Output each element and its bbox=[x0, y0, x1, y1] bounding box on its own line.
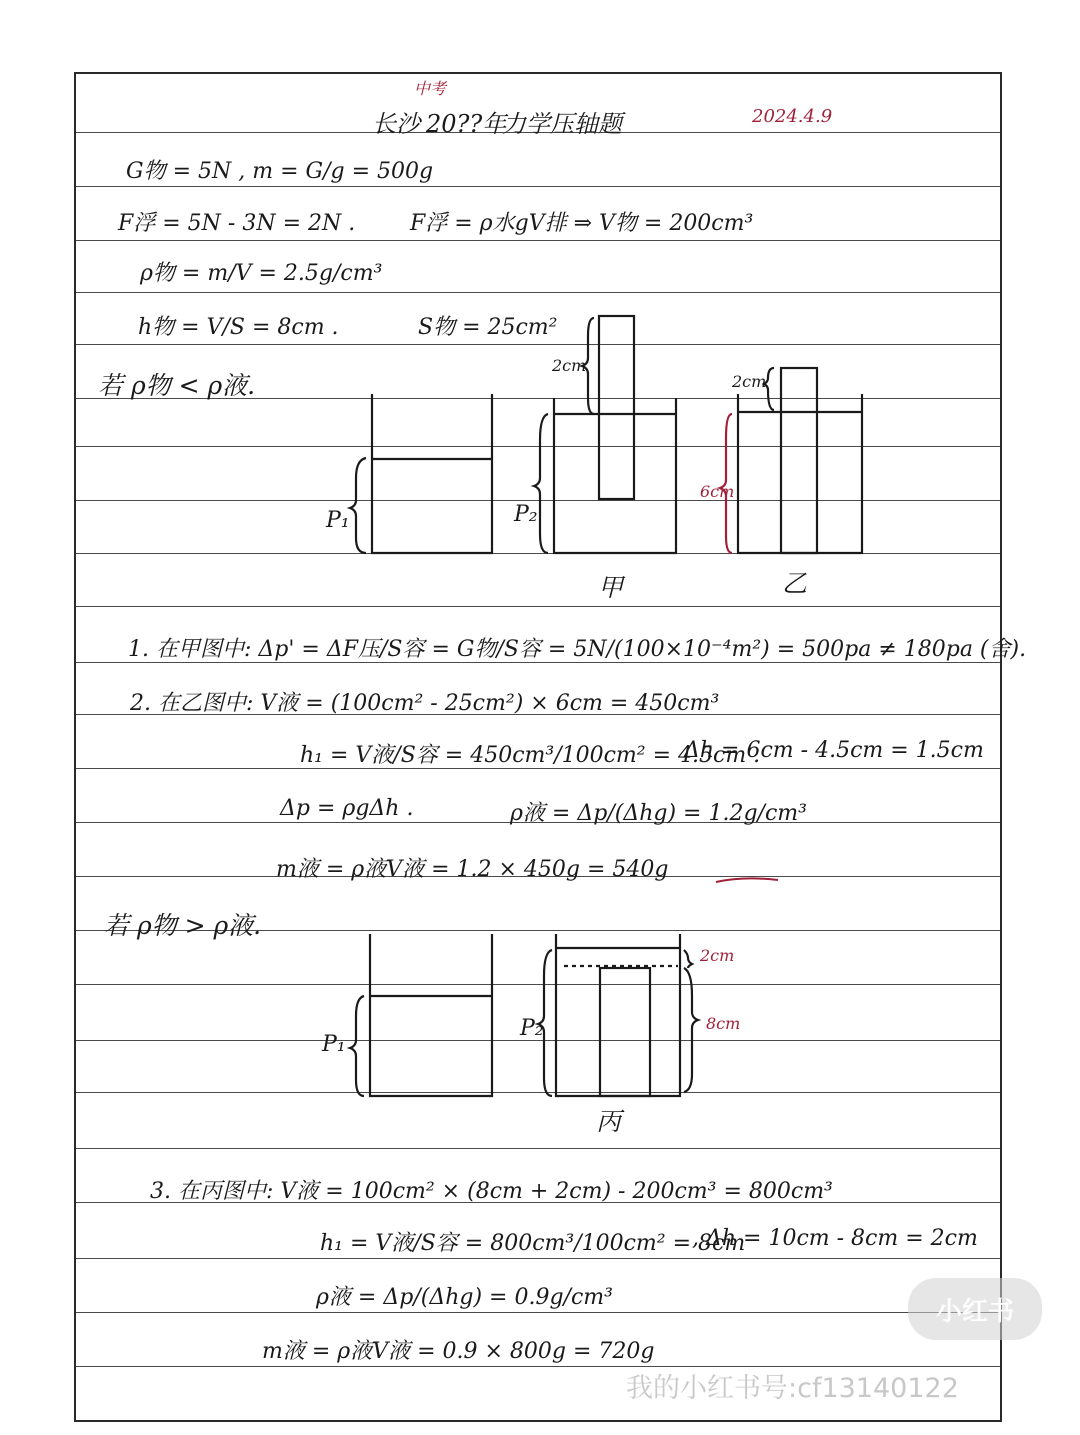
step-3c: , Δh = 10cm - 8cm = 2cm bbox=[692, 1226, 978, 1251]
watermark-logo: 小红书 bbox=[908, 1278, 1042, 1340]
label-2cm-yi: 2cm bbox=[732, 372, 767, 391]
step-3a: 3. 在丙图中: V液 = 100cm² × (8cm + 2cm) - 200cm³ = 800cm³ bbox=[150, 1179, 833, 1204]
page-title-year: 20??年 bbox=[426, 110, 507, 138]
case2-heading: 若 ρ物 > ρ液. bbox=[104, 911, 262, 940]
given-line-4a: h物 = V/S = 8cm . bbox=[138, 315, 339, 340]
label-p1: P₁ bbox=[326, 508, 350, 533]
title-annotation: 中考 bbox=[414, 79, 447, 98]
label-jia: 甲 bbox=[598, 573, 624, 602]
date: 2024.4.9 bbox=[752, 106, 833, 127]
step-3e: m液 = ρ液V液 = 0.9 × 800g = 720g bbox=[262, 1339, 655, 1364]
case1-heading: 若 ρ物 < ρ液. bbox=[98, 371, 256, 400]
label-2cm-bing: 2cm bbox=[700, 946, 735, 965]
page-title-prefix: 长沙 bbox=[372, 110, 420, 138]
given-line-3: ρ物 = m/V = 2.5g/cm³ bbox=[140, 261, 383, 286]
step-2a: 2. 在乙图中: V液 = (100cm² - 25cm²) × 6cm = 450cm³ bbox=[130, 691, 720, 716]
step-1: 1. 在甲图中: Δp' = ΔF压/S容 = G物/S容 = 5N/(100×10⁻⁴m²) = 500pa ≠ 180pa (舍). bbox=[128, 637, 1027, 662]
given-line-1: G物 = 5N , m = G/g = 500g bbox=[126, 159, 434, 184]
step-2e: ρ液 = Δp/(Δhg) = 1.2g/cm³ bbox=[510, 801, 807, 826]
label-6cm: 6cm bbox=[700, 482, 735, 501]
label-p1-case2: P₁ bbox=[322, 1032, 346, 1057]
label-p2-case2: P₂ bbox=[520, 1016, 544, 1041]
step-2d: Δp = ρgΔh . bbox=[280, 796, 414, 821]
label-bing: 丙 bbox=[596, 1107, 622, 1136]
step-3b: h₁ = V液/S容 = 800cm³/100cm² = 8cm bbox=[320, 1231, 746, 1256]
given-line-2b: F浮 = ρ水gV排 ⇒ V物 = 200cm³ bbox=[410, 211, 754, 236]
given-line-4b: S物 = 25cm² bbox=[418, 315, 558, 340]
step-3d: ρ液 = Δp/(Δhg) = 0.9g/cm³ bbox=[316, 1285, 613, 1310]
watermark-id: 我的小红书号:cf13140122 bbox=[626, 1373, 959, 1404]
label-8cm: 8cm bbox=[706, 1014, 741, 1033]
page-title: 力学压轴题 bbox=[502, 110, 622, 138]
step-2c: Δh = 6cm - 4.5cm = 1.5cm bbox=[684, 738, 984, 763]
given-line-2a: F浮 = 5N - 3N = 2N . bbox=[118, 211, 356, 236]
step-2b: h₁ = V液/S容 = 450cm³/100cm² = 4.5cm . bbox=[300, 743, 761, 768]
label-yi: 乙 bbox=[782, 569, 808, 598]
label-p2: P₂ bbox=[514, 502, 538, 527]
step-2f: m液 = ρ液V液 = 1.2 × 450g = 540g bbox=[276, 857, 669, 882]
label-2cm-jia: 2cm bbox=[552, 356, 587, 375]
